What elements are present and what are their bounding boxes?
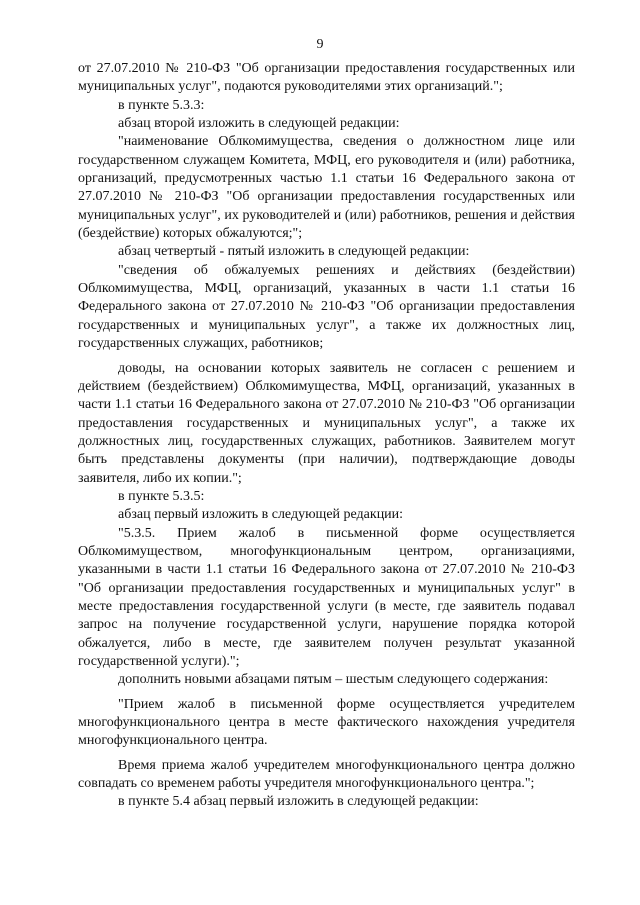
paragraph: в пункте 5.3.3:	[118, 97, 205, 113]
page-number: 9	[316, 37, 324, 52]
paragraph: доводы, на основании которых заявитель не согласен с решением и действием (бездействием) Облкомимущества, МФЦ, организаций, указанных в части 1.1 статьи 16 Федерального закона от 27.07.2010 № 210-ФЗ "Об организации предоставления государственных и муниципальных услуг", а также их должностных лиц, государственных служащих, работников. Заявителем могут быть представлены документы (при наличии), подтверждающие доводы заявителя, либо их копии.";	[78, 360, 575, 486]
paragraph: абзац первый изложить в следующей редакции:	[118, 507, 404, 523]
document-body	[78, 60, 575, 812]
paragraph: дополнить новыми абзацами пятым – шестым следующего содержания:	[118, 672, 549, 688]
paragraph: абзац четвертый - пятый изложить в следующей редакции:	[118, 244, 470, 260]
paragraph: от 27.07.2010 № 210-ФЗ "Об организации предоставления государственных или муниципальных услуг", подаются руководителями этих организаций.";	[78, 61, 575, 95]
paragraph: Время приема жалоб учредителем многофункционального центра должно совпадать со временем работы учредителя многофункционального центра.";	[78, 757, 575, 792]
paragraph: "Прием жалоб в письменной форме осуществляется учредителем многофункционального центра в месте фактического нахождения учредителя многофункционального центра.	[78, 696, 575, 749]
paragraph: "5.3.5. Прием жалоб в письменной форме осуществляется Облкомимуществом, многофункциональным центром, организациями, указанными в части 1.1 статьи 16 Федерального закона от 27.07.2010 № 210-ФЗ "Об организации предоставления государственных и муниципальных услуг" в месте предоставления государственной услуги (в месте, где заявитель подавал запрос на получение государственной услуги, нарушение порядка которой обжалуется, либо в месте, где заявителем получен результат указанной государственной услуги).";	[78, 525, 575, 669]
paragraph: в пункте 5.3.5:	[118, 488, 205, 504]
paragraph: "сведения об обжалуемых решениях и действиях (бездействии) Облкомимущества, МФЦ, организаций, указанных в части 1.1 статьи 16 Федерального закона от 27.07.2010 № 210-ФЗ "Об организации предоставления государственных и муниципальных услуг", а также их должностных лиц, государственных служащих, работников;	[78, 262, 575, 352]
paragraph: в пункте 5.4 абзац первый изложить в следующей редакции:	[118, 794, 479, 810]
paragraph: абзац второй изложить в следующей редакции:	[118, 116, 400, 132]
paragraph: "наименование Облкомимущества, сведения о должностном лице или государственном служащем Комитета, МФЦ, его руководителя и (или) работника, организаций, предусмотренных частью 1.1 статьи 16 Федерального закона от 27.07.2010 № 210-ФЗ "Об организации предоставления государственных или муниципальных услуг", их руководителей и (или) работников, решения и действия (бездействие) которых обжалуются;";	[78, 134, 575, 242]
